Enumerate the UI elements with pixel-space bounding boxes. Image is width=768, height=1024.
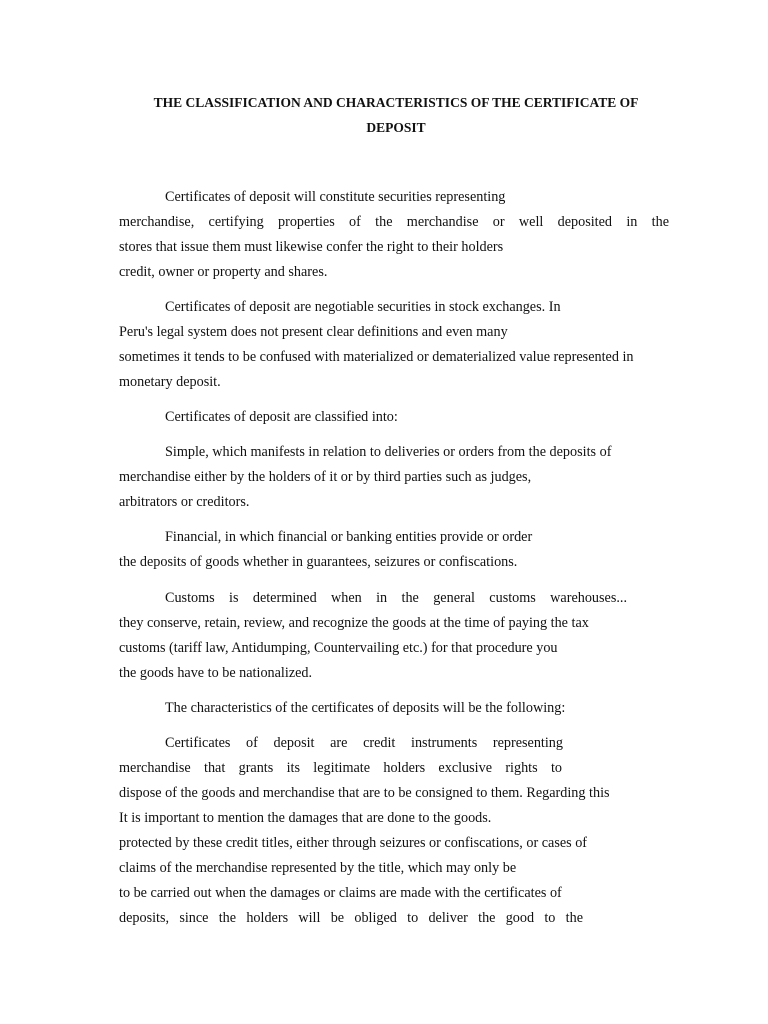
paragraph-3-line-1: Certificates of deposit are classified into: <box>165 409 398 425</box>
paragraph-6-line-1: Customs is determined when in the general customs warehouses... <box>165 590 627 606</box>
paragraph-8-line-1: Certificates of deposit are credit instruments representing <box>165 735 563 751</box>
paragraph-1-line-4: credit, owner or property and shares. <box>119 264 328 280</box>
paragraph-8-line-8: deposits, since the holders will be obliged to deliver the good to the <box>119 910 583 926</box>
paragraph-2-line-2: Peru's legal system does not present clear definitions and even many <box>119 324 508 340</box>
paragraph-8-line-2: merchandise that grants its legitimate holders exclusive rights to <box>119 760 562 776</box>
paragraph-4-line-1: Simple, which manifests in relation to deliveries or orders from the deposits of <box>165 444 612 460</box>
paragraph-8-line-3: dispose of the goods and merchandise that are to be consigned to them. Regarding this <box>119 785 610 801</box>
paragraph-1-line-2: merchandise, certifying properties of the merchandise or well deposited in the <box>119 214 669 230</box>
document-title <box>108 90 684 140</box>
paragraph-7-line-1: The characteristics of the certificates of deposits will be the following: <box>165 700 566 716</box>
paragraph-1-line-3: stores that issue them must likewise confer the right to their holders <box>119 239 504 255</box>
paragraph-5-line-2: the deposits of goods whether in guarantees, seizures or confiscations. <box>119 554 518 570</box>
title-line-1: THE CLASSIFICATION AND CHARACTERISTICS OF THE CERTIFICATE OF <box>153 95 639 110</box>
paragraph-6-line-4: the goods have to be nationalized. <box>119 665 313 681</box>
paragraph-2-line-4: monetary deposit. <box>119 374 221 390</box>
paragraph-4-line-3: arbitrators or creditors. <box>119 494 250 510</box>
paragraph-2-line-1: Certificates of deposit are negotiable securities in stock exchanges. In <box>165 299 561 315</box>
paragraph-1-line-1: Certificates of deposit will constitute securities representing <box>165 189 506 205</box>
paragraph-6-line-3: customs (tariff law, Antidumping, Countervailing etc.) for that procedure you <box>119 640 558 656</box>
paragraph-8-line-4: It is important to mention the damages that are done to the goods. <box>119 810 492 826</box>
paragraph-6-line-2: they conserve, retain, review, and recognize the goods at the time of paying the tax <box>119 615 589 631</box>
paragraph-8-line-5: protected by these credit titles, either through seizures or confiscations, or cases of <box>119 835 588 851</box>
paragraph-8-line-6: claims of the merchandise represented by the title, which may only be <box>119 860 517 876</box>
title-line-2: DEPOSIT <box>366 120 426 135</box>
paragraph-4-line-2: merchandise either by the holders of it or by third parties such as judges, <box>119 469 532 485</box>
paragraph-8-line-7: to be carried out when the damages or claims are made with the certificates of <box>119 885 562 901</box>
paragraph-5-line-1: Financial, in which financial or banking entities provide or order <box>165 529 533 545</box>
paragraph-2-line-3: sometimes it tends to be confused with materialized or dematerialized value represented in <box>119 349 634 365</box>
